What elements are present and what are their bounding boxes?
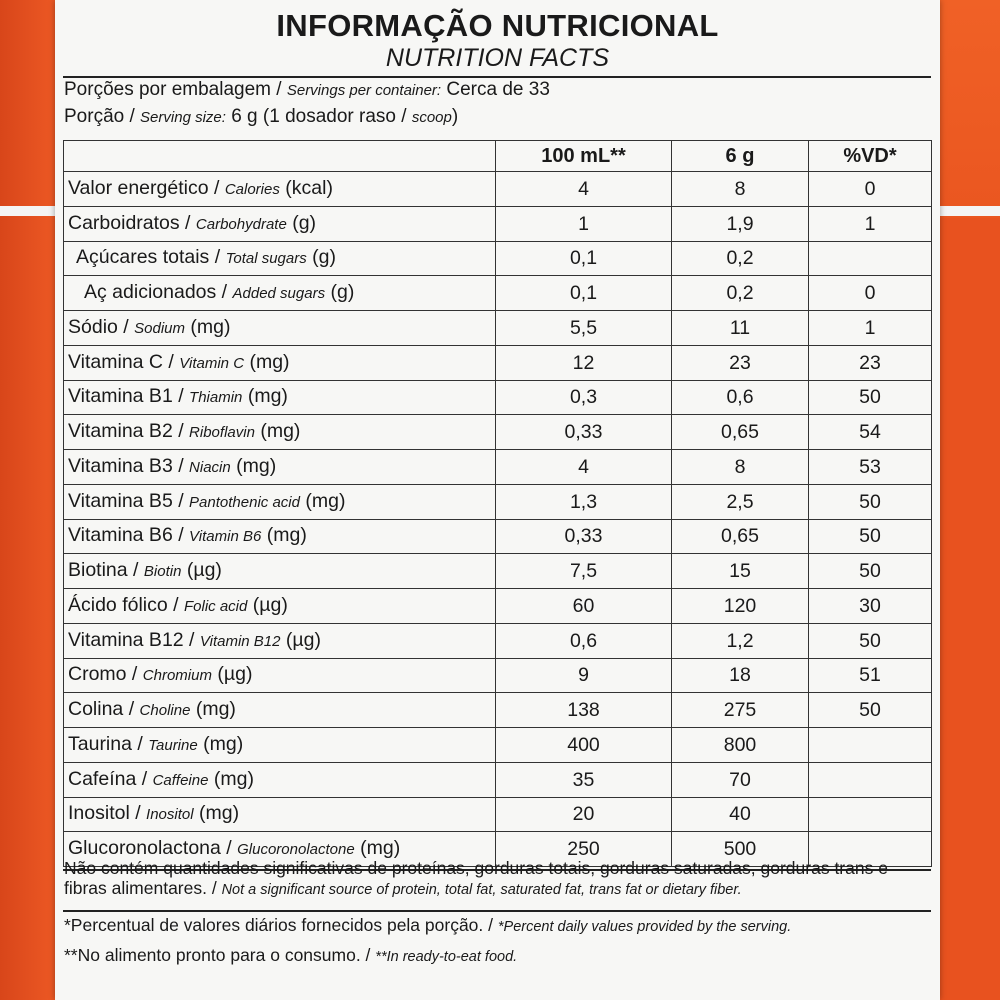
nutrient-name	[64, 658, 496, 693]
footer-not-significant	[64, 858, 934, 900]
footer-ready-to-drink-note	[64, 945, 934, 967]
nutrient-name-en: Vitamin B6	[189, 528, 262, 546]
value-daily-percent: 50	[809, 380, 932, 415]
table-row	[64, 589, 932, 624]
nutrient-name-en: Glucoronolactone	[237, 841, 355, 859]
nutrient-unit: (mg)	[195, 698, 236, 721]
nutrient-name-pt: Vitamina B3 /	[68, 454, 184, 477]
value-daily-percent: 50	[809, 693, 932, 728]
nutrient-name	[64, 311, 496, 346]
value-per-100ml: 0,33	[496, 519, 672, 554]
nutrient-name-en: Sodium	[134, 319, 185, 337]
nutrient-name	[64, 554, 496, 589]
serving-size	[64, 106, 458, 128]
nutrient-name-en: Vitamin B12	[199, 632, 281, 650]
table-row	[64, 172, 932, 207]
value-per-serving: 2,5	[672, 484, 809, 519]
nutrient-name-en: Calories	[224, 180, 280, 198]
value-daily-percent: 0	[809, 276, 932, 311]
value-per-serving: 0,65	[672, 519, 809, 554]
footer-not-significant-pt: Não contém quantidades significativas de proteínas, gorduras totais, gorduras saturadas, gorduras trans e fibras alimentares. /	[64, 858, 888, 898]
white-stripe-left	[0, 206, 55, 216]
nutrient-name-pt: Colina /	[68, 698, 135, 721]
nutrient-name-pt: Carboidratos /	[68, 211, 191, 234]
value-per-100ml: 138	[496, 693, 672, 728]
nutrient-unit: (mg)	[305, 489, 346, 512]
value-per-serving: 15	[672, 554, 809, 589]
header-per-serving: 6 g	[672, 141, 809, 172]
nutrient-name-en: Thiamin	[189, 389, 243, 407]
value-per-100ml: 4	[496, 172, 672, 207]
value-per-100ml: 7,5	[496, 554, 672, 589]
table-row	[64, 380, 932, 415]
value-daily-percent: 0	[809, 172, 932, 207]
label-subtitle: NUTRITION FACTS	[385, 44, 610, 72]
value-daily-percent: 23	[809, 345, 932, 380]
value-per-100ml: 1	[496, 206, 672, 241]
nutrient-name-en: Riboflavin	[189, 424, 255, 442]
nutrient-name	[64, 241, 496, 276]
nutrient-name	[64, 206, 496, 241]
nutrition-label	[55, 0, 940, 1000]
nutrient-unit: (mg)	[203, 732, 244, 755]
value-per-100ml: 4	[496, 450, 672, 485]
nutrient-unit: (kcal)	[285, 176, 333, 199]
nutrient-name	[64, 380, 496, 415]
nutrient-name-pt: Vitamina B1 /	[68, 385, 184, 408]
table-row	[64, 762, 932, 797]
header-nutrient	[64, 141, 496, 172]
value-daily-percent: 1	[809, 206, 932, 241]
nutrient-name	[64, 589, 496, 624]
nutrient-name-pt: Vitamina B2 /	[68, 420, 184, 443]
title-divider	[63, 76, 931, 78]
table-row	[64, 728, 932, 763]
header-daily-value: %VD*	[809, 141, 932, 172]
nutrient-name-en: Niacin	[189, 458, 231, 476]
nutrient-unit: (mg)	[199, 802, 240, 825]
table-row	[64, 241, 932, 276]
value-daily-percent: 50	[809, 554, 932, 589]
value-per-100ml: 0,1	[496, 276, 672, 311]
value-per-100ml: 250	[496, 832, 672, 867]
value-daily-percent: 51	[809, 658, 932, 693]
servings-container-pt: Porções por embalagem /	[64, 79, 282, 100]
nutrient-name-en: Carbohydrate	[195, 215, 287, 233]
value-per-100ml: 1,3	[496, 484, 672, 519]
nutrient-name-pt: Inositol /	[68, 802, 141, 825]
nutrient-name-en: Taurine	[148, 736, 198, 754]
value-per-100ml: 0,1	[496, 241, 672, 276]
nutrient-name	[64, 728, 496, 763]
value-per-serving: 40	[672, 797, 809, 832]
footer-rtd-en: **In ready-to-eat food.	[375, 949, 518, 965]
table-row	[64, 450, 932, 485]
servings-per-container	[64, 79, 550, 101]
nutrient-name-pt: Açúcares totais /	[76, 246, 221, 269]
value-per-serving: 1,2	[672, 623, 809, 658]
value-daily-percent	[809, 762, 932, 797]
white-stripe-right	[940, 206, 1000, 216]
value-per-serving: 275	[672, 693, 809, 728]
table-row	[64, 554, 932, 589]
value-per-100ml: 400	[496, 728, 672, 763]
value-per-serving: 120	[672, 589, 809, 624]
value-daily-percent: 53	[809, 450, 932, 485]
nutrient-name	[64, 345, 496, 380]
nutrient-name-en: Folic acid	[183, 597, 248, 615]
nutrient-name	[64, 623, 496, 658]
value-per-100ml: 60	[496, 589, 672, 624]
nutrient-name	[64, 172, 496, 207]
nutrient-name-en: Caffeine	[152, 771, 209, 789]
value-per-serving: 0,2	[672, 241, 809, 276]
nutrient-unit: (mg)	[247, 385, 288, 408]
nutrient-name	[64, 797, 496, 832]
nutrient-name-pt: Sódio /	[68, 315, 129, 338]
value-per-serving: 70	[672, 762, 809, 797]
value-daily-percent	[809, 728, 932, 763]
nutrient-name-en: Added sugars	[232, 285, 326, 303]
nutrient-name-pt: Cafeína /	[68, 767, 148, 790]
table-row	[64, 519, 932, 554]
footer-daily-value-note	[64, 915, 934, 937]
nutrient-unit: (µg)	[186, 559, 222, 582]
serving-size-value-en: scoop	[411, 109, 452, 126]
nutrient-name-en: Chromium	[142, 667, 212, 685]
table-row	[64, 693, 932, 728]
nutrient-name-en: Biotin	[143, 563, 182, 581]
table-header-row	[64, 141, 932, 172]
value-per-serving: 0,6	[672, 380, 809, 415]
orange-background-left	[0, 0, 60, 1000]
value-per-serving: 1,9	[672, 206, 809, 241]
value-daily-percent: 1	[809, 311, 932, 346]
nutrient-unit: (µg)	[252, 593, 288, 616]
servings-container-en: Servings per container:	[286, 82, 442, 99]
nutrient-unit: (mg)	[236, 454, 277, 477]
nutrient-name-pt: Vitamina C /	[68, 350, 174, 373]
nutrition-table	[63, 140, 932, 867]
nutrient-name-pt: Biotina /	[68, 559, 139, 582]
nutrient-unit: (g)	[292, 211, 317, 234]
footer-rtd-pt: **No alimento pronto para o consumo. /	[64, 945, 371, 965]
value-per-100ml: 12	[496, 345, 672, 380]
nutrient-name-en: Vitamin C	[179, 354, 245, 372]
value-per-serving: 18	[672, 658, 809, 693]
nutrient-name-pt: Vitamina B12 /	[68, 628, 195, 651]
value-per-serving: 500	[672, 832, 809, 867]
nutrient-name	[64, 519, 496, 554]
nutrient-name-en: Pantothenic acid	[189, 493, 300, 511]
nutrient-name	[64, 276, 496, 311]
value-per-100ml: 0,33	[496, 415, 672, 450]
nutrient-unit: (mg)	[190, 315, 231, 338]
value-daily-percent: 30	[809, 589, 932, 624]
value-per-serving: 11	[672, 311, 809, 346]
nutrient-name-en: Inositol	[146, 806, 194, 824]
serving-size-close: )	[451, 106, 459, 127]
nutrient-unit: (µg)	[217, 663, 253, 686]
value-per-100ml: 35	[496, 762, 672, 797]
nutrient-unit: (g)	[312, 246, 337, 269]
value-per-100ml: 0,6	[496, 623, 672, 658]
table-body	[64, 172, 932, 867]
table-row	[64, 623, 932, 658]
table-row	[64, 797, 932, 832]
footer-dv-pt: *Percentual de valores diários fornecidos pela porção. /	[64, 915, 493, 935]
servings-container-value: Cerca de 33	[446, 79, 550, 100]
nutrient-name	[64, 450, 496, 485]
value-daily-percent: 50	[809, 623, 932, 658]
nutrient-name	[64, 693, 496, 728]
value-daily-percent: 54	[809, 415, 932, 450]
value-per-serving: 0,65	[672, 415, 809, 450]
nutrient-unit: (g)	[330, 281, 355, 304]
label-title: INFORMAÇÃO NUTRICIONAL	[276, 8, 719, 43]
nutrient-unit: (µg)	[285, 628, 321, 651]
nutrient-name	[64, 415, 496, 450]
footer-not-significant-en: Not a significant source of protein, total fat, saturated fat, trans fat or dietary fiber.	[221, 882, 742, 898]
nutrient-name-pt: Glucoronolactona /	[68, 837, 232, 860]
nutrient-name	[64, 762, 496, 797]
nutrient-unit: (mg)	[260, 420, 301, 443]
nutrient-name	[64, 484, 496, 519]
value-per-serving: 8	[672, 172, 809, 207]
nutrient-name-en: Choline	[139, 702, 191, 720]
value-daily-percent: 50	[809, 519, 932, 554]
nutrient-unit: (mg)	[360, 837, 401, 860]
table-row	[64, 206, 932, 241]
nutrient-name-pt: Taurina /	[68, 732, 143, 755]
nutrient-name-pt: Vitamina B5 /	[68, 489, 184, 512]
nutrient-name-pt: Cromo /	[68, 663, 138, 686]
value-per-100ml: 0,3	[496, 380, 672, 415]
table-row	[64, 276, 932, 311]
value-daily-percent: 50	[809, 484, 932, 519]
table-row	[64, 484, 932, 519]
value-per-serving: 23	[672, 345, 809, 380]
value-per-serving: 800	[672, 728, 809, 763]
nutrient-unit: (mg)	[266, 524, 307, 547]
value-daily-percent	[809, 241, 932, 276]
value-daily-percent	[809, 797, 932, 832]
value-per-serving: 8	[672, 450, 809, 485]
nutrient-name-pt: Vitamina B6 /	[68, 524, 184, 547]
nutrient-unit: (mg)	[249, 350, 290, 373]
table-row	[64, 658, 932, 693]
serving-size-value: 6 g (1 dosador raso /	[231, 106, 407, 127]
nutrient-name-pt: Ácido fólico /	[68, 593, 179, 616]
value-per-100ml: 5,5	[496, 311, 672, 346]
value-per-100ml: 9	[496, 658, 672, 693]
nutrient-name-en: Total sugars	[225, 250, 307, 268]
nutrient-name-pt: Aç adicionados /	[84, 281, 228, 304]
value-per-serving: 0,2	[672, 276, 809, 311]
table-row	[64, 345, 932, 380]
footer-dv-en: *Percent daily values provided by the serving.	[497, 919, 792, 935]
value-per-100ml: 20	[496, 797, 672, 832]
header-per-100ml: 100 mL**	[496, 141, 672, 172]
nutrient-unit: (mg)	[213, 767, 254, 790]
footer-divider-2	[63, 910, 931, 912]
table-row	[64, 311, 932, 346]
serving-size-en: Serving size:	[140, 109, 226, 126]
table-row	[64, 415, 932, 450]
serving-size-pt: Porção /	[64, 106, 135, 127]
nutrient-name-pt: Valor energético /	[68, 176, 220, 199]
